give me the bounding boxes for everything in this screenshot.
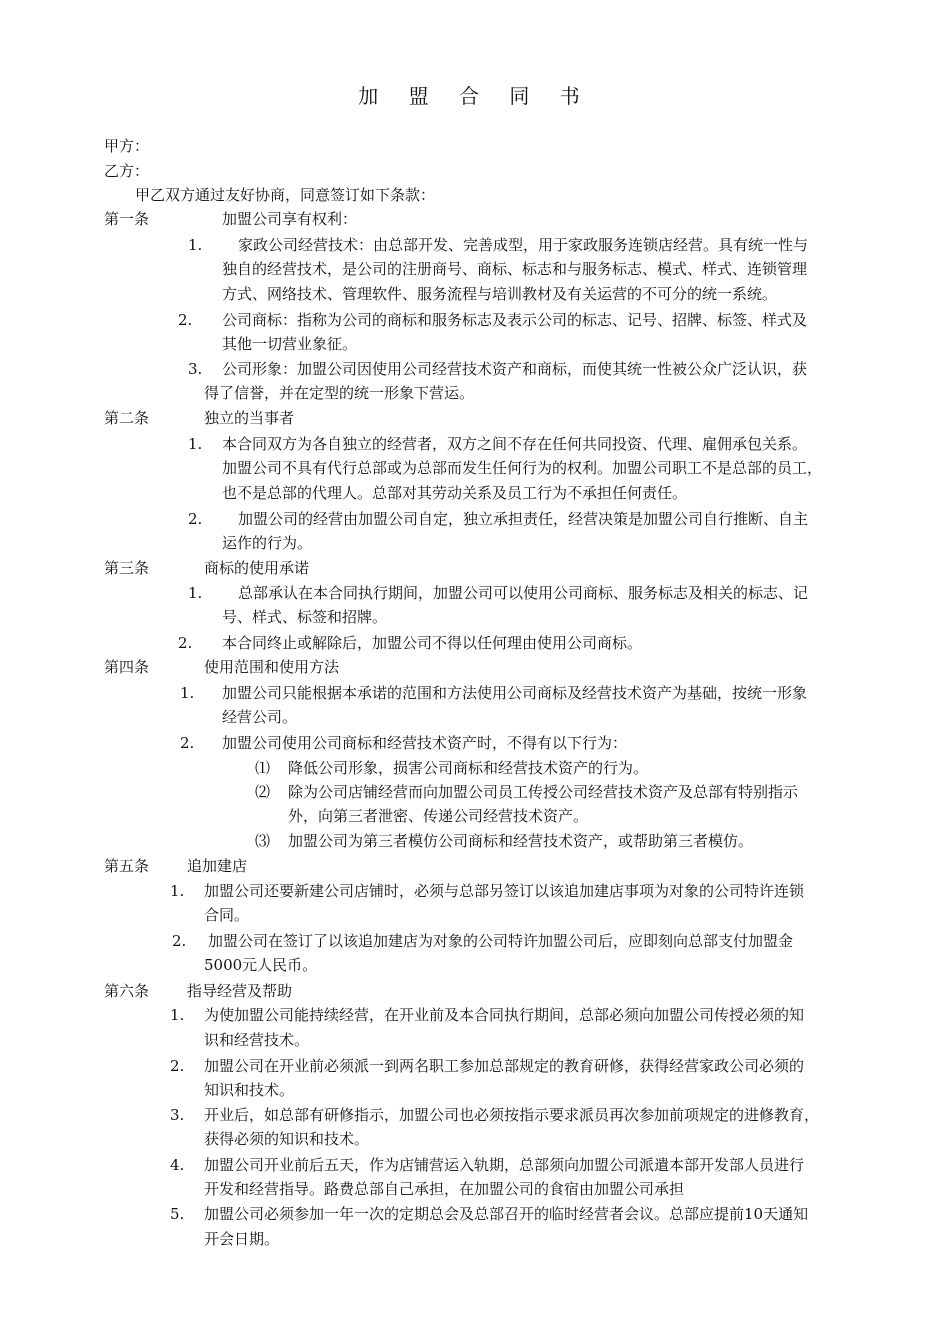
article-number: 第四条 (104, 658, 150, 676)
item-number: 1. (170, 882, 185, 900)
item-text-line: 加盟公司不具有代行总部或为总部而发生任何行为的权利。加盟公司职工不是总部的员工， (222, 459, 823, 477)
item-text-line: 运作的行为。 (222, 534, 313, 552)
item-number: 2. (170, 1057, 185, 1075)
article-number: 第五条 (104, 857, 150, 875)
item-text-line: 加盟公司必须参加一年一次的定期总会及总部召开的临时经营者会议。总部应提前10天通知 (204, 1205, 809, 1223)
item-text-line: 识和经营技术。 (204, 1031, 310, 1049)
item-number: 2. (178, 634, 193, 652)
item-number: 3. (188, 360, 203, 378)
item-text-line: 总部承认在本合同执行期间，加盟公司可以使用公司商标、服务标志及相关的标志、记 (238, 584, 809, 602)
item-text-line: 家政公司经营技术：由总部开发、完善成型，用于家政服务连锁店经营。具有统一性与 (238, 236, 809, 254)
item-text-line: 加盟公司在开业前必须派一到两名职工参加总部规定的教育研修，获得经营家政公司必须的 (204, 1057, 805, 1075)
item-text-line: 独自的经营技术，是公司的注册商号、商标、标志和与服务标志、模式、样式、连锁管理 (222, 260, 808, 278)
party-b-label: 乙方： (104, 162, 150, 180)
item-text-line: 加盟公司还要新建公司店铺时，必须与总部另签订以该追加建店事项为对象的公司特许连锁 (204, 882, 805, 900)
item-text-line: 开业后，如总部有研修指示，加盟公司也必须按指示要求派员再次参加前项规定的进修教育， (204, 1106, 820, 1124)
item-text-line: 本合同双方为各自独立的经营者，双方之间不存在任何共同投资、代理、雇佣承包关系。 (222, 435, 808, 453)
item-number: 2. (178, 311, 193, 329)
subitem-text-line: 外，向第三者泄密、传递公司经营技术资产。 (288, 807, 589, 825)
party-a-label: 甲方： (104, 137, 150, 155)
item-number: 3. (170, 1106, 185, 1124)
article-heading: 商标的使用承诺 (204, 559, 310, 577)
item-number: 2. (172, 932, 187, 950)
article-heading: 指导经营及帮助 (187, 982, 293, 1000)
item-text-line: 得了信誉，并在定型的统一形象下营运。 (204, 384, 475, 402)
article-number: 第二条 (104, 409, 150, 427)
intro-text: 甲乙双方通过友好协商，同意签订如下条款： (135, 186, 436, 204)
item-text-line: 也不是总部的代理人。总部对其劳动关系及员工行为不承担任何责任。 (222, 484, 688, 502)
article-heading: 使用范围和使用方法 (204, 658, 340, 676)
article-number: 第三条 (104, 559, 150, 577)
item-text-line: 加盟公司只能根据本承诺的范围和方法使用公司商标及经营技术资产为基础，按统一形象 (222, 684, 808, 702)
subitem-text-line: 降低公司形象，损害公司商标和经营技术资产的行为。 (288, 759, 649, 777)
item-text-line: 获得必须的知识和技术。 (204, 1130, 370, 1148)
item-number: 1. (188, 435, 203, 453)
item-text-line: 其他一切营业象征。 (222, 335, 358, 353)
item-text-line: 方式、网络技术、管理软件、服务流程与培训教材及有关运营的不可分的统一系统。 (222, 285, 778, 303)
item-number: 1. (188, 584, 203, 602)
item-text-line: 合同。 (204, 906, 250, 924)
item-number: 1. (180, 684, 195, 702)
item-text-line: 经营公司。 (222, 708, 298, 726)
item-number: 2. (188, 510, 203, 528)
item-text-line: 加盟公司在签订了以该追加建店为对象的公司特许加盟公司后，应即刻向总部支付加盟金 (208, 932, 794, 950)
item-text-line: 公司形象：加盟公司因使用公司经营技术资产和商标，而使其统一性被公众广泛认识，获 (222, 360, 808, 378)
article-heading: 追加建店 (187, 857, 248, 875)
subitem-number: ⑶ (255, 832, 271, 850)
subitem-text-line: 加盟公司为第三者模仿公司商标和经营技术资产，或帮助第三者模仿。 (288, 832, 754, 850)
item-text-line: 本合同终止或解除后，加盟公司不得以任何理由使用公司商标。 (222, 634, 643, 652)
item-number: 1. (188, 236, 203, 254)
item-text-line: 加盟公司使用公司商标和经营技术资产时，不得有以下行为： (222, 734, 628, 752)
article-number: 第一条 (104, 210, 150, 228)
article-heading: 加盟公司享有权利： (222, 210, 358, 228)
article-number: 第六条 (104, 982, 150, 1000)
subitem-number: ⑵ (255, 783, 271, 801)
item-text-line: 公司商标：指称为公司的商标和服务标志及表示公司的标志、记号、招牌、标签、样式及 (222, 311, 808, 329)
item-number: 4. (170, 1156, 185, 1174)
item-text-line: 号、样式、标签和招牌。 (222, 608, 388, 626)
item-text-line: 开发和经营指导。路费总部自己承担，在加盟公司的食宿由加盟公司承担 (204, 1180, 685, 1198)
document-title: 加 盟 合 同 书 (358, 84, 592, 108)
item-text-line: 知识和技术。 (204, 1081, 295, 1099)
item-text-line: 5000元人民币。 (204, 956, 318, 974)
item-number: 1. (170, 1006, 185, 1024)
subitem-number: ⑴ (255, 759, 271, 777)
item-text-line: 加盟公司的经营由加盟公司自定，独立承担责任，经营决策是加盟公司自行推断、自主 (238, 510, 809, 528)
item-text-line: 开会日期。 (204, 1230, 280, 1248)
article-heading: 独立的当事者 (204, 409, 295, 427)
item-number: 2. (180, 734, 195, 752)
item-text-line: 为使加盟公司能持续经营，在开业前及本合同执行期间，总部必须向加盟公司传授必须的知 (204, 1006, 805, 1024)
subitem-text-line: 除为公司店铺经营而向加盟公司员工传授公司经营技术资产及总部有特别指示 (288, 783, 799, 801)
item-text-line: 加盟公司开业前后五天，作为店铺营运入轨期，总部须向加盟公司派遣本部开发部人员进行 (204, 1156, 805, 1174)
item-number: 5. (170, 1205, 185, 1223)
